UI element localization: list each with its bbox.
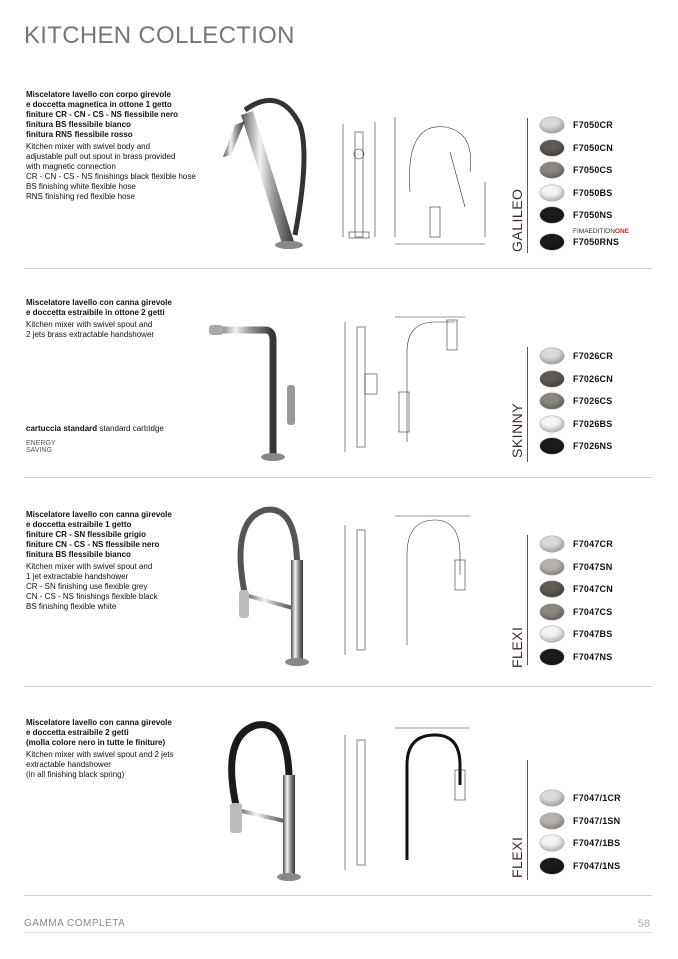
- description-english: Kitchen mixer with swivel spout and 2 jets extractable handshower (in all finishing black spring): [26, 750, 174, 779]
- finish-code: F7026NS: [573, 441, 613, 451]
- series-rule: [527, 347, 528, 462]
- edition-label: FIMAEDITIONONE: [573, 227, 629, 235]
- finish-swatch-cs: [540, 393, 564, 409]
- description-italian: Miscelatore lavello con canna girevole e doccetta estraibile in ottone 2 getti: [26, 298, 172, 317]
- finish-code: F7050RNS: [573, 236, 620, 247]
- technical-drawing-flexi: [335, 515, 500, 670]
- finish-code: F7050CS: [573, 165, 613, 175]
- finish-code: F7050NS: [573, 210, 613, 220]
- finish-code: F7026CS: [573, 396, 613, 406]
- finish-code: F7047SN: [573, 561, 613, 572]
- finish-code: F7026CR: [573, 351, 613, 361]
- finish-code: F7047CR: [573, 539, 613, 549]
- finish-swatch-bs: [540, 626, 564, 642]
- product-description-flexi: [26, 510, 206, 612]
- finish-swatch-cr: [540, 117, 564, 133]
- series-name-skinny: SKINNY: [509, 402, 525, 458]
- finish-swatch-cr: [540, 348, 564, 364]
- section-divider: [24, 686, 652, 687]
- finish-code: F7050CR: [573, 120, 613, 130]
- finish-swatch-cs: [540, 604, 564, 620]
- finish-code: F7026BS: [573, 418, 613, 429]
- page-number: 58: [637, 918, 650, 930]
- technical-drawing-galileo: [335, 112, 500, 252]
- finish-swatch-rns: [540, 234, 564, 250]
- finish-swatch-cn: [540, 581, 564, 597]
- technical-drawing-flexi-2-jets: [335, 725, 500, 885]
- description-italian: Miscelatore lavello con canna girevole e doccetta estraibile 2 getti (molla colore nero in tutte le finiture): [26, 718, 172, 747]
- finish-swatch-bs: [540, 835, 564, 851]
- description-english: Kitchen mixer with swivel body and adjustable pull out spout in brass provided with magnetic connection CR - CN - CS - NS finishings black flexible hose BS finishing white flexible hose RNS finishing red flexible hose: [26, 142, 196, 201]
- product-description-flexi-2-jets: [26, 718, 226, 780]
- product-photo-skinny: [205, 315, 315, 465]
- product-photo-flexi: [225, 500, 325, 670]
- energy-saving-logo: ENERGY SAVING: [26, 440, 56, 454]
- finish-swatch-cs: [540, 162, 564, 178]
- finish-code: F7047CN: [573, 584, 613, 594]
- series-name-flexi-2-jets: FLEXI: [509, 836, 525, 878]
- description-english: Kitchen mixer with swivel spout and 1 jet extractable handshower CR - SN finishing use flexible grey CN - CS - NS finishings flexible black BS finishing flexible white: [26, 562, 158, 611]
- finish-swatch-sn: [540, 559, 564, 575]
- product-photo-galileo: [205, 85, 325, 255]
- finish-swatch-ns: [540, 207, 564, 223]
- finish-swatch-bs: [540, 416, 564, 432]
- finish-code: F7047/1CR: [573, 793, 621, 803]
- technical-drawing-skinny: [335, 312, 500, 462]
- section-divider: [24, 268, 652, 269]
- product-photo-flexi-2-jets: [215, 715, 325, 885]
- finish-swatch-sn: [540, 813, 564, 829]
- cartridge-note: cartuccia standard standard cartridge: [26, 424, 164, 433]
- series-rule: [527, 535, 528, 665]
- finish-swatch-ns: [540, 858, 564, 874]
- section-divider: [24, 895, 652, 896]
- finish-swatch-ns: [540, 438, 564, 454]
- description-italian: Miscelatore lavello con corpo girevole e doccetta magnetica in ottone 1 getto finiture CR - CN - CS - NS flessibile nero finitura BS flessibile bianco finitura RNS flessibile rosso: [26, 90, 179, 139]
- finish-code: F7050BS: [573, 187, 613, 198]
- finish-code: F7047/1SN: [573, 815, 621, 826]
- finish-swatch-cr: [540, 790, 564, 806]
- finish-code: F7026CN: [573, 373, 613, 384]
- finish-code: F7047NS: [573, 651, 613, 662]
- series-name-galileo: GALILEO: [509, 188, 525, 252]
- finish-code: F7050CN: [573, 142, 613, 153]
- description-english: Kitchen mixer with swivel spout and 2 jets brass extractable handshower: [26, 320, 155, 339]
- series-rule: [527, 118, 528, 253]
- description-italian: Miscelatore lavello con canna girevole e doccetta estraibile 1 getto finiture CR - SN flessibile grigio finiture CN - CS - NS flessibile nero finitura BS flessibile bianco: [26, 510, 172, 559]
- finish-swatch-cr: [540, 536, 564, 552]
- finish-swatch-bs: [540, 185, 564, 201]
- product-description-galileo: [26, 90, 206, 202]
- page-title: KITCHEN COLLECTION: [24, 22, 295, 49]
- finish-code: F7047CS: [573, 606, 613, 617]
- finish-code: F7047/1BS: [573, 838, 621, 848]
- finish-code: F7047/1NS: [573, 860, 621, 871]
- finish-swatch-cn: [540, 140, 564, 156]
- product-description-skinny: [26, 298, 206, 340]
- footer-label: GAMMA COMPLETA: [24, 918, 126, 929]
- finish-swatch-ns: [540, 649, 564, 665]
- section-divider: [24, 477, 652, 478]
- footer-divider: [24, 932, 652, 933]
- finish-code: F7047BS: [573, 629, 613, 639]
- series-name-flexi: FLEXI: [509, 626, 525, 668]
- series-rule: [527, 760, 528, 880]
- finish-swatch-cn: [540, 371, 564, 387]
